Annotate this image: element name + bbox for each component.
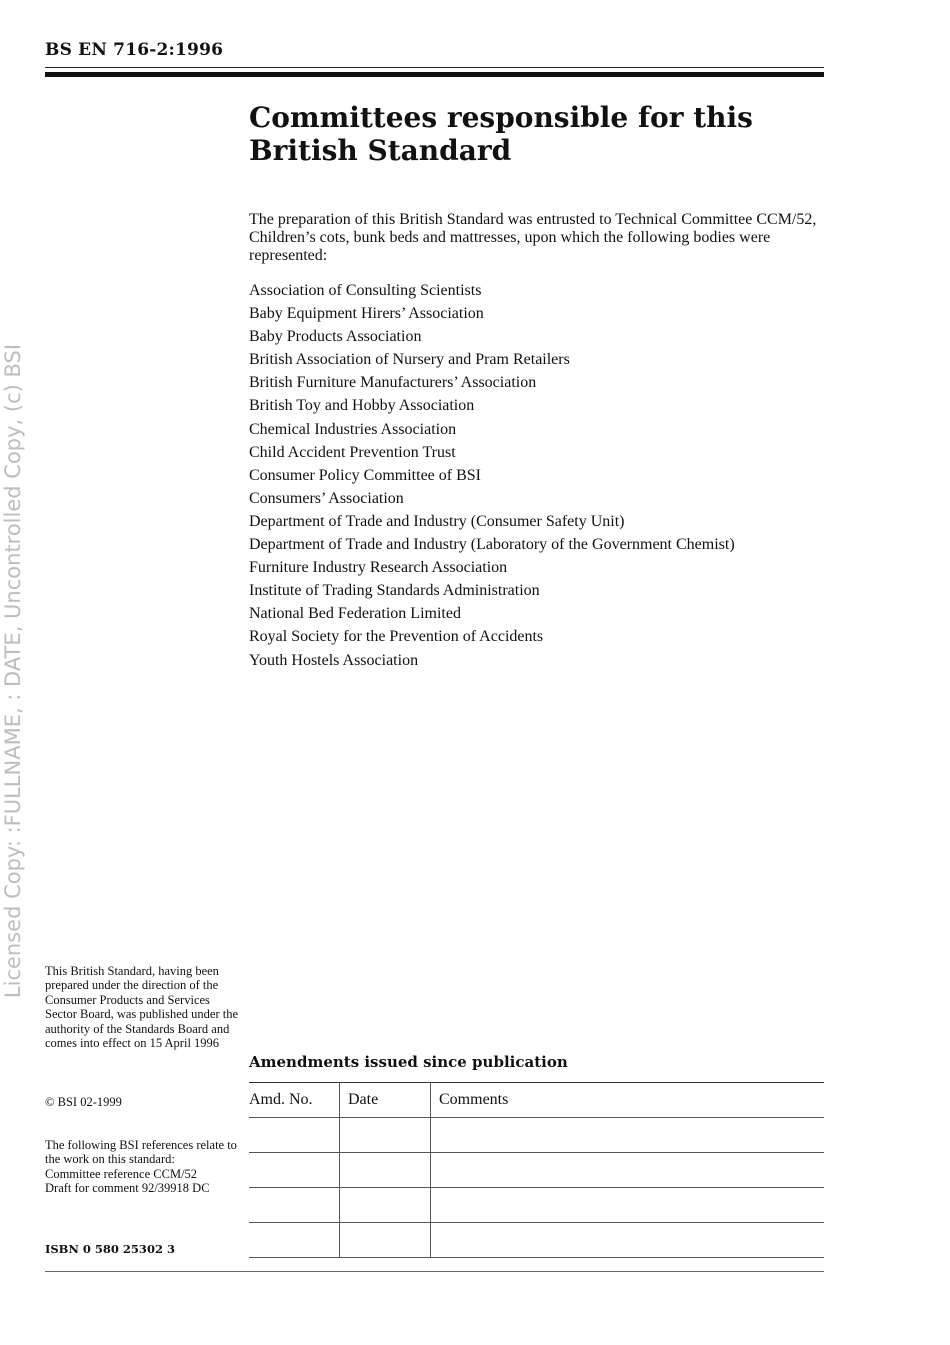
table-cell xyxy=(340,1188,431,1223)
table-cell xyxy=(431,1223,825,1258)
list-item: Consumers’ Association xyxy=(249,489,404,507)
list-item: Baby Equipment Hirers’ Association xyxy=(249,305,484,323)
list-item: Child Accident Prevention Trust xyxy=(249,443,456,461)
column-header-amd-no: Amd. No. xyxy=(249,1083,340,1118)
table-cell xyxy=(340,1153,431,1188)
header-rule-thin xyxy=(45,67,824,68)
column-header-comments: Comments xyxy=(431,1083,825,1118)
publication-note: This British Standard, having been prepared under the direction of the Consumer Products and Services Sector Board, was published under the authority of the Standards Board and comes into effect on 15 April 1996 xyxy=(45,964,239,1051)
table-row xyxy=(249,1188,824,1223)
list-item: Chemical Industries Association xyxy=(249,420,457,438)
draft-reference: Draft for comment 92/39918 DC xyxy=(45,1181,210,1196)
list-item: Youth Hostels Association xyxy=(249,651,419,669)
intro-paragraph: The preparation of this British Standard was entrusted to Technical Committee CCM/52, Children’s cots, bunk beds and mattresses, upon which the following bodies were represented: xyxy=(249,211,817,264)
table-cell xyxy=(340,1223,431,1258)
page-title-line-2: British Standard xyxy=(249,134,512,167)
footer-rule xyxy=(45,1271,824,1272)
references-intro: The following BSI references relate to the work on this standard: xyxy=(45,1138,237,1167)
list-item: British Association of Nursery and Pram Retailers xyxy=(249,351,570,369)
committee-reference: Committee reference CCM/52 xyxy=(45,1166,198,1181)
table-header-row xyxy=(249,1083,824,1118)
isbn: ISBN 0 580 25302 3 xyxy=(45,1242,175,1256)
list-item: Furniture Industry Research Association xyxy=(249,559,508,577)
table-cell xyxy=(431,1153,825,1188)
license-watermark: Licensed Copy: :FULLNAME, : DATE, Uncontrolled Copy, (c) BSI xyxy=(1,343,25,999)
list-item: Baby Products Association xyxy=(249,328,422,346)
table-row xyxy=(249,1153,824,1188)
page-title-line-1: Committees responsible for this xyxy=(249,101,753,134)
list-item: British Furniture Manufacturers’ Association xyxy=(249,374,537,392)
list-item: Department of Trade and Industry (Consumer Safety Unit) xyxy=(249,512,625,530)
table-row xyxy=(249,1118,824,1153)
list-item: Royal Society for the Prevention of Accidents xyxy=(249,628,544,646)
document-id: BS EN 716-2:1996 xyxy=(45,40,224,60)
page-title xyxy=(249,101,809,167)
represented-bodies-list xyxy=(249,281,735,674)
table-cell xyxy=(249,1188,340,1223)
list-item: National Bed Federation Limited xyxy=(249,605,461,623)
bsi-references xyxy=(45,1138,240,1196)
list-item: Association of Consulting Scientists xyxy=(249,282,482,299)
table-cell xyxy=(340,1118,431,1153)
amendments-heading: Amendments issued since publication xyxy=(249,1053,568,1071)
list-item: Department of Trade and Industry (Laboratory of the Government Chemist) xyxy=(249,536,735,554)
table-cell xyxy=(249,1118,340,1153)
amendments-table xyxy=(249,1082,824,1258)
list-item: British Toy and Hobby Association xyxy=(249,397,475,415)
table-cell xyxy=(431,1118,825,1153)
column-header-date: Date xyxy=(340,1083,431,1118)
table-row xyxy=(249,1223,824,1258)
list-item: Consumer Policy Committee of BSI xyxy=(249,466,481,484)
table-cell xyxy=(249,1153,340,1188)
header-rule-thick xyxy=(45,72,824,77)
table-cell xyxy=(431,1188,825,1223)
table-cell xyxy=(249,1223,340,1258)
list-item: Institute of Trading Standards Administration xyxy=(249,582,540,600)
copyright-notice: © BSI 02-1999 xyxy=(45,1095,122,1109)
